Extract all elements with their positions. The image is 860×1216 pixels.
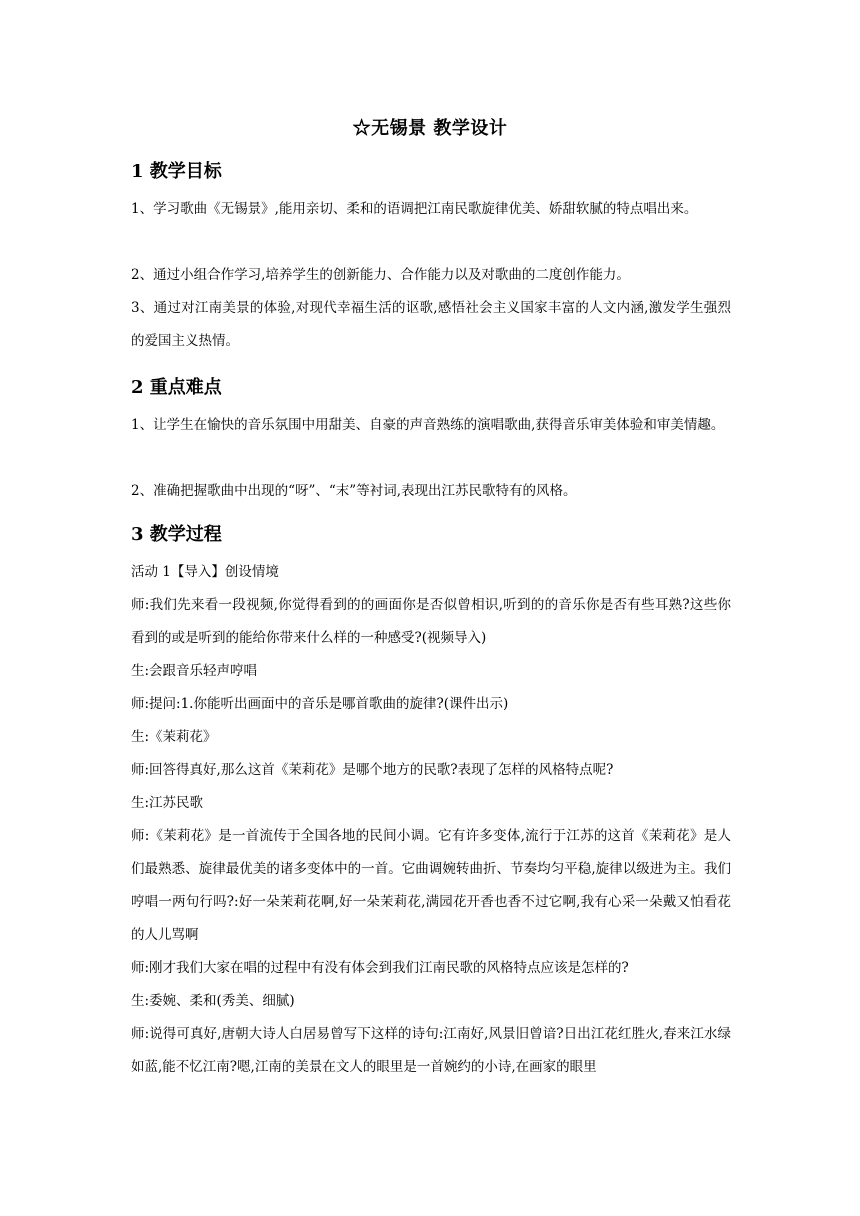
paragraph: 师:回答得真好,那么这首《茉莉花》是哪个地方的民歌?表现了怎样的风格特点呢?	[131, 762, 614, 778]
paragraph: 师:我们先来看一段视频,你觉得看到的的画面你是否似曾相识,听到的的音乐你是否有些耳熟?这些你看到的或是听到的能给你带来什么样的一种感受?(视频导入)	[131, 597, 731, 646]
paragraph: 2、准确把握歌曲中出现的“呀”、“末”等衬词,表现出江苏民歌特有的风格。	[131, 483, 577, 499]
document-title: ☆无锡景 教学设计	[352, 118, 508, 139]
paragraph: 师:《茉莉花》是一首流传于全国各地的民间小调。它有许多变体,流行于江苏的这首《茉莉花》是人们最熟悉、旋律最优美的诸多变体中的一首。它曲调婉转曲折、节奏均匀平稳,旋律以级进为主。我们哼唱一两句行吗?:好一朵茉莉花啊,好一朵茉莉花,满园花开香也香不过它啊,我有心采一朵戴又怕看花的人儿骂啊	[131, 828, 731, 943]
paragraph: 生:委婉、柔和(秀美、细腻)	[131, 993, 295, 1009]
section-heading-key-points: 2 重点难点	[131, 377, 222, 398]
paragraph: 1、让学生在愉快的音乐氛围中用甜美、自豪的声音熟练的演唱歌曲,获得音乐审美体验和审美情趣。	[131, 417, 725, 433]
paragraph: 生:江苏民歌	[131, 795, 204, 811]
paragraph: 3、通过对江南美景的体验,对现代幸福生活的讴歌,感悟社会主义国家丰富的人文内涵,激发学生强烈的爱国主义热情。	[131, 300, 731, 349]
paragraph: 师:说得可真好,唐朝大诗人白居易曾写下这样的诗句:江南好,风景旧曾谙?日出江花红胜火,春来江水绿如蓝,能不忆江南?嗯,江南的美景在文人的眼里是一首婉约的小诗,在画家的眼里	[131, 1026, 731, 1075]
paragraph: 生:《茉莉花》	[131, 729, 217, 745]
paragraph: 师:刚才我们大家在唱的过程中有没有体会到我们江南民歌的风格特点应该是怎样的?	[131, 960, 629, 976]
paragraph: 师:提问:1.你能听出画面中的音乐是哪首歌曲的旋律?(课件出示)	[131, 696, 509, 712]
paragraph: 1、学习歌曲《无锡景》,能用亲切、柔和的语调把江南民歌旋律优美、娇甜软腻的特点唱出来。	[131, 201, 698, 217]
section-heading-objectives: 1 教学目标	[131, 161, 222, 182]
paragraph: 2、通过小组合作学习,培养学生的创新能力、合作能力以及对歌曲的二度创作能力。	[131, 267, 630, 283]
paragraph: 生:会跟音乐轻声哼唱	[131, 663, 258, 679]
section-heading-process: 3 教学过程	[131, 524, 222, 545]
paragraph: 活动 1【导入】创设情境	[131, 564, 279, 580]
